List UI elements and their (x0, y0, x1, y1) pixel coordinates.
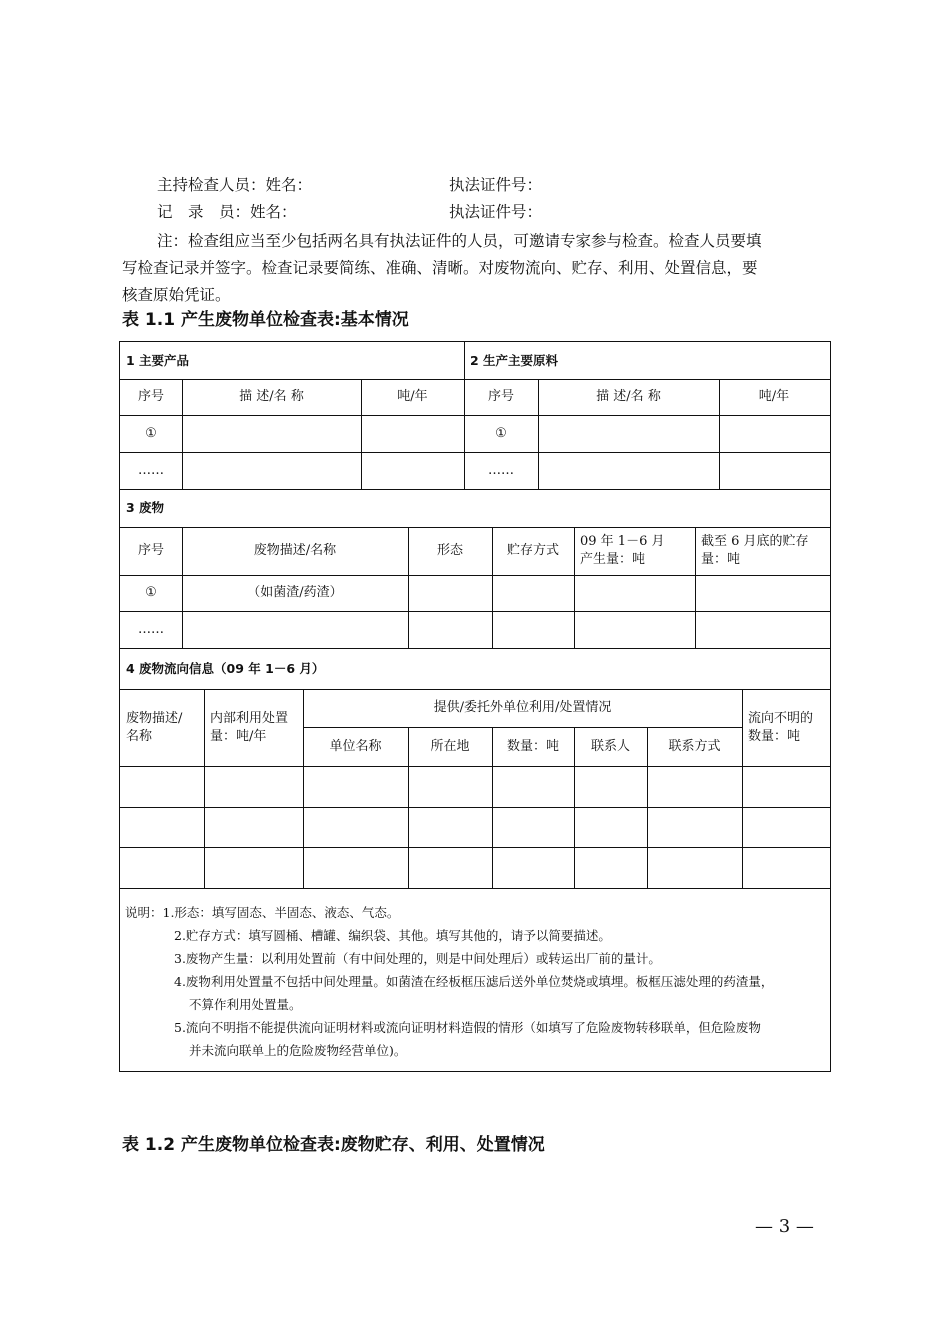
note-item: 不算作利用处置量。 (189, 997, 302, 1012)
flow-col-unknown-line2: 数量：吨 (748, 728, 801, 744)
flow-col-desc-line1: 废物描述/ (126, 710, 183, 726)
section-waste-flow: 4 废物流向信息（09 年 1－6 月） (126, 660, 325, 676)
waste-row-more: …… (138, 621, 164, 637)
flow-col-desc-line2: 名称 (126, 728, 153, 744)
table2-title: 表 1.2 产生废物单位检查表:废物贮存、利用、处置情况 (122, 1135, 545, 1155)
waste-col-storage: 贮存方式 (506, 543, 559, 558)
note-item: 4.废物利用处置量不包括中间处理量。如菌渣在经板框压滤后送外单位焚烧或填埋。板框压滤处理的药渣量， (174, 974, 774, 989)
flow-col-unit: 单位名称 (329, 738, 382, 754)
table-notes (125, 901, 773, 1062)
flow-col-desc (120, 689, 204, 766)
flow-col-quantity: 数量：吨 (506, 738, 559, 754)
material-col-ton: 吨/年 (758, 389, 790, 404)
waste-col-amount (574, 527, 695, 575)
flow-col-location: 所在地 (430, 738, 470, 754)
section-main-products: 1 主要产品 (126, 352, 190, 368)
waste-example: （如菌渣/药渣） (247, 585, 343, 600)
section-waste: 3 废物 (126, 500, 165, 515)
table1-title: 表 1.1 产生废物单位检查表:基本情况 (122, 310, 409, 330)
note-line-2: 写检查记录并签字。检查记录要简练、准确、清晰。对废物流向、贮存、利用、处置信息，要 (122, 259, 758, 277)
material-row-1: ① (495, 425, 507, 441)
recorder-cert-label: 执法证件号： (449, 203, 543, 221)
waste-col-no: 序号 (137, 543, 164, 558)
waste-col-form: 形态 (436, 543, 463, 558)
material-col-no: 序号 (487, 389, 514, 404)
flow-col-inner-line1: 内部利用处置 (210, 710, 289, 726)
product-row-1: ① (145, 425, 157, 441)
product-col-desc: 描 述/名 称 (239, 389, 304, 404)
waste-row-1: ① (145, 585, 157, 600)
flow-col-unknown-line1: 流向不明的 (748, 710, 814, 726)
note-item: 并未流向联单上的危险废物经营单位)。 (189, 1043, 407, 1058)
material-col-desc: 描 述/名 称 (596, 389, 661, 404)
flow-col-unknown (742, 689, 830, 766)
section-raw-materials: 2 生产主要原料 (470, 352, 559, 368)
flow-col-phone: 联系方式 (668, 738, 721, 754)
waste-col-stock (695, 527, 831, 575)
inspector-label: 主持检查人员：姓名： (157, 176, 313, 194)
note-item: 3.废物产生量：以利用处置前（有中间处理的，则是中间处理后）或转运出厂前的量计。 (174, 951, 661, 966)
inspection-table (119, 341, 831, 1072)
material-row-more: …… (488, 462, 514, 478)
note-line-3: 核查原始凭证。 (122, 286, 231, 304)
note-line-1: 注：检查组应当至少包括两名具有执法证件的人员，可邀请专家参与检查。检查人员要填 (157, 232, 762, 250)
flow-col-inner-line2: 量：吨/年 (210, 728, 267, 744)
flow-col-inner (204, 689, 303, 766)
product-col-no: 序号 (137, 389, 164, 404)
page-number: — 3 — (755, 1216, 814, 1237)
flow-col-contact: 联系人 (590, 738, 630, 754)
waste-col-stock-line1: 截至 6 月底的贮存 (701, 534, 809, 549)
recorder-label: 记 录 员：姓名： (157, 203, 297, 221)
product-row-more: …… (138, 462, 164, 478)
waste-col-amount-line1: 09 年 1－6 月 (580, 534, 665, 549)
note-item: 2.贮存方式：填写圆桶、槽罐、编织袋、其他。填写其他的，请予以简要描述。 (174, 928, 611, 943)
waste-col-stock-line2: 量：吨 (701, 552, 741, 567)
note-item: 5.流向不明指不能提供流向证明材料或流向证明材料造假的情形（如填写了危险废物转移联单，但危险废物 (174, 1020, 761, 1035)
inspector-cert-label: 执法证件号： (449, 176, 543, 194)
flow-col-external: 提供/委托外单位利用/处置情况 (433, 700, 612, 715)
waste-col-amount-line2: 产生量：吨 (580, 552, 646, 567)
product-col-ton: 吨/年 (397, 389, 428, 404)
note-item: 说明：1.形态：填写固态、半固态、液态、气态。 (125, 905, 400, 920)
waste-col-desc: 废物描述/名称 (253, 543, 337, 558)
